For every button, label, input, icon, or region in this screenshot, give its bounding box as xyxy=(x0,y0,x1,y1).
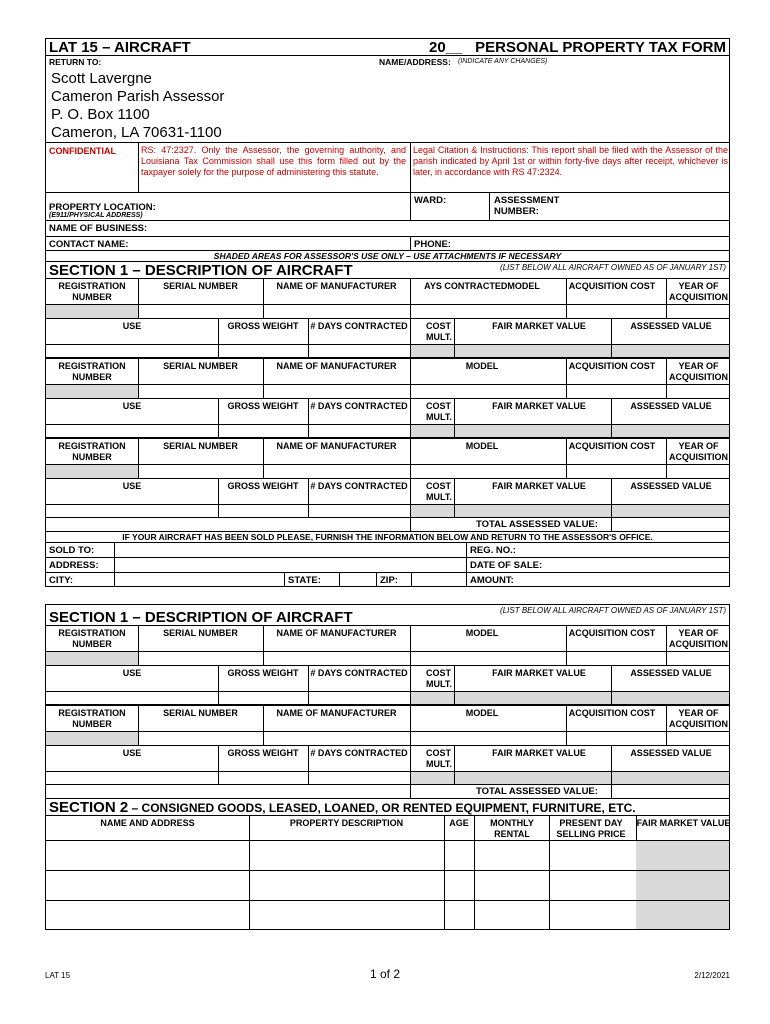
shaded-cell xyxy=(46,305,138,318)
sold-to-row xyxy=(45,542,730,557)
col-days-contracted: # DAYS CONTRACTED xyxy=(310,748,408,758)
shaded-cell xyxy=(410,692,729,704)
shaded-cell xyxy=(636,901,729,929)
form-header xyxy=(45,38,730,56)
section1-title: SECTION 1 – DESCRIPTION OF AIRCRAFT xyxy=(49,262,353,279)
col-assessed: ASSESSED VALUE xyxy=(630,321,712,331)
col-days-contracted: # DAYS CONTRACTED xyxy=(310,481,408,491)
col-serial: SERIAL NUMBER xyxy=(163,281,238,291)
shaded-note: SHADED AREAS FOR ASSESSOR'S USE ONLY – USE ATTACHMENTS IF NECESSARY xyxy=(213,251,562,261)
col-fmv: FAIR MARKET VALUE xyxy=(492,401,586,411)
assessor-title: Cameron Parish Assessor xyxy=(51,88,225,105)
col-model: MODEL xyxy=(465,628,499,638)
col-use: USE xyxy=(122,401,142,411)
state-label: STATE: xyxy=(288,575,321,586)
sold-notice-row xyxy=(45,531,730,542)
col-assessed: ASSESSED VALUE xyxy=(630,748,712,758)
col-registration: REGISTRATION NUMBER xyxy=(58,441,126,462)
name-address-note: (INDICATE ANY CHANGES) xyxy=(458,58,548,65)
shaded-cell xyxy=(410,772,729,784)
section2-row xyxy=(45,870,730,900)
aircraft-value-header-row xyxy=(45,398,730,424)
aircraft-value-input-row xyxy=(45,771,730,785)
confidential-label: CONFIDENTIAL xyxy=(49,146,116,156)
s2-col-rental: MONTHLY RENTAL xyxy=(490,818,534,839)
col-fmv: FAIR MARKET VALUE xyxy=(492,668,586,678)
col-cost-mult: COST MULT. xyxy=(426,668,452,689)
business-label: NAME OF BUSINESS: xyxy=(49,223,148,234)
confidential-block xyxy=(45,142,730,192)
s2-col-price: PRESENT DAY SELLING PRICE xyxy=(556,818,626,839)
section1-note: (LIST BELOW ALL AIRCRAFT OWNED AS OF JANUARY 1ST) xyxy=(500,263,726,272)
col-fmv: FAIR MARKET VALUE xyxy=(492,321,586,331)
col-days-contracted: # DAYS CONTRACTED xyxy=(310,401,408,411)
assessor-address xyxy=(51,70,224,142)
col-serial: SERIAL NUMBER xyxy=(163,361,238,371)
sold-notice: IF YOUR AIRCRAFT HAS BEEN SOLD PLEASE, FURNISH THE INFORMATION BELOW AND RETURN TO THE ASSESSOR'S OFFICE. xyxy=(122,532,653,542)
col-registration: REGISTRATION NUMBER xyxy=(58,361,126,382)
address-row xyxy=(45,557,730,572)
city-row xyxy=(45,572,730,587)
shaded-cell xyxy=(46,652,138,665)
tax-form xyxy=(45,38,731,981)
col-serial: SERIAL NUMBER xyxy=(163,708,238,718)
section1b-header xyxy=(45,604,730,625)
aircraft-header-row xyxy=(45,278,730,304)
col-cost-mult: COST MULT. xyxy=(426,401,452,422)
col-gross-weight: GROSS WEIGHT xyxy=(227,401,299,411)
s2-col-fmv: FAIR MARKET VALUE xyxy=(636,818,731,828)
assessor-name: Scott Lavergne xyxy=(51,70,152,87)
aircraft-header-row xyxy=(45,625,730,651)
reg-no-label: REG. NO.: xyxy=(470,545,516,556)
aircraft-header-row xyxy=(45,438,730,464)
col-gross-weight: GROSS WEIGHT xyxy=(227,481,299,491)
aircraft-value-input-row xyxy=(45,344,730,358)
assessor-city: Cameron, LA 70631-1100 xyxy=(51,124,222,141)
col-manufacturer: NAME OF MANUFACTURER xyxy=(276,361,397,371)
form-id: LAT 15 – AIRCRAFT xyxy=(49,39,191,56)
date-of-sale-label: DATE OF SALE: xyxy=(470,560,543,571)
col-assessed: ASSESSED VALUE xyxy=(630,481,712,491)
aircraft-input-row xyxy=(45,731,730,745)
confidential-text: RS: 47:2327. Only the Assessor, the governing authority, and Louisiana Tax Commission shall use this form filled out by the taxpayer solely for the purpose of administering this statute. xyxy=(141,145,406,177)
section1b-note: (LIST BELOW ALL AIRCRAFT OWNED AS OF JANUARY 1ST) xyxy=(500,606,726,615)
shaded-cell xyxy=(636,871,729,900)
total-row-1 xyxy=(45,518,730,531)
property-location-label: PROPERTY LOCATION: xyxy=(49,202,156,213)
shaded-cell xyxy=(410,345,729,357)
property-location-note: (E911/PHYSICAL ADDRESS) xyxy=(49,212,143,219)
assessment-number-label: ASSESSMENT NUMBER: xyxy=(494,195,560,217)
col-registration: REGISTRATION NUMBER xyxy=(58,281,126,302)
col-assessed: ASSESSED VALUE xyxy=(630,401,712,411)
shaded-cell xyxy=(46,385,138,398)
col-acq-cost: ACQUISITION COST xyxy=(568,281,656,291)
col-acq-cost: ACQUISITION COST xyxy=(568,441,656,451)
col-model: MODEL xyxy=(465,361,499,371)
assessor-po-box: P. O. Box 1100 xyxy=(51,106,150,123)
section1-header xyxy=(45,261,730,278)
aircraft-table-2 xyxy=(45,625,730,785)
shaded-cell xyxy=(410,505,729,517)
s2-col-name: NAME AND ADDRESS xyxy=(100,818,195,828)
section2-col-headers xyxy=(45,815,730,840)
section2-row xyxy=(45,840,730,870)
col-manufacturer: NAME OF MANUFACTURER xyxy=(276,281,397,291)
col-acq-cost: ACQUISITION COST xyxy=(568,708,656,718)
col-manufacturer: NAME OF MANUFACTURER xyxy=(276,441,397,451)
property-location-row xyxy=(45,192,730,220)
city-label: CITY: xyxy=(49,575,74,586)
shaded-cell xyxy=(46,465,138,478)
aircraft-value-header-row xyxy=(45,478,730,504)
aircraft-input-row xyxy=(45,464,730,478)
phone-label: PHONE: xyxy=(414,239,451,250)
shaded-note-row xyxy=(45,250,730,261)
legal-citation: Legal Citation & Instructions: This report shall be filed with the Assessor of the parish indicated by April 1st or within forty-five days after receipt, whichever is later, in accordance with RS 47:2324. xyxy=(413,145,728,177)
business-row xyxy=(45,220,730,236)
section2-title-b: – CONSIGNED GOODS, LEASED, LOANED, OR RENTED EQUIPMENT, FURNITURE, ETC. xyxy=(128,801,636,815)
col-serial: SERIAL NUMBER xyxy=(163,628,238,638)
aircraft-input-row xyxy=(45,304,730,318)
aircraft-value-input-row xyxy=(45,504,730,518)
aircraft-input-row xyxy=(45,651,730,665)
contact-label: CONTACT NAME: xyxy=(49,239,129,250)
col-model: MODEL xyxy=(465,708,499,718)
aircraft-header-row xyxy=(45,705,730,731)
aircraft-table-1 xyxy=(45,278,730,518)
section2-title-a: SECTION 2 xyxy=(49,799,129,816)
shaded-cell xyxy=(410,425,729,437)
form-year: 20__ xyxy=(429,39,463,56)
col-acq-cost: ACQUISITION COST xyxy=(568,628,656,638)
col-registration: REGISTRATION NUMBER xyxy=(58,628,126,649)
total-assessed-label: TOTAL ASSESSED VALUE: xyxy=(476,519,598,530)
col-cost-mult: COST MULT. xyxy=(426,321,452,342)
col-days-contracted: # DAYS CONTRACTED xyxy=(310,668,408,678)
aircraft-value-input-row xyxy=(45,424,730,438)
col-model: AYS CONTRACTEDMODEL xyxy=(424,281,540,291)
total-assessed-label-2: TOTAL ASSESSED VALUE: xyxy=(476,786,598,797)
section1b-title: SECTION 1 – DESCRIPTION OF AIRCRAFT xyxy=(49,609,353,626)
s2-col-age: AGE xyxy=(449,818,469,828)
aircraft-value-header-row xyxy=(45,665,730,691)
col-gross-weight: GROSS WEIGHT xyxy=(227,748,299,758)
col-manufacturer: NAME OF MANUFACTURER xyxy=(276,708,397,718)
col-manufacturer: NAME OF MANUFACTURER xyxy=(276,628,397,638)
address-label: ADDRESS: xyxy=(49,560,99,571)
sold-to-label: SOLD TO: xyxy=(49,545,95,556)
col-gross-weight: GROSS WEIGHT xyxy=(227,668,299,678)
return-to-label: RETURN TO: xyxy=(49,57,102,67)
col-serial: SERIAL NUMBER xyxy=(163,441,238,451)
section2-rows xyxy=(45,840,730,930)
col-use: USE xyxy=(122,481,142,491)
col-model: MODEL xyxy=(465,441,499,451)
col-year-acq: YEAR OF ACQUISITION xyxy=(668,281,728,302)
form-title: PERSONAL PROPERTY TAX FORM xyxy=(475,39,726,56)
s2-col-desc: PROPERTY DESCRIPTION xyxy=(289,818,404,828)
shaded-cell xyxy=(636,841,729,870)
col-registration: REGISTRATION NUMBER xyxy=(58,708,126,729)
shaded-cell xyxy=(46,732,138,745)
col-year-acq: YEAR OF ACQUISITION xyxy=(668,441,728,462)
col-year-acq: YEAR OF ACQUISITION xyxy=(668,361,728,382)
amount-label: AMOUNT: xyxy=(470,575,514,586)
section2-header xyxy=(45,798,730,815)
col-use: USE xyxy=(122,321,142,331)
aircraft-header-row xyxy=(45,358,730,384)
aircraft-input-row xyxy=(45,384,730,398)
aircraft-value-header-row xyxy=(45,318,730,344)
col-cost-mult: COST MULT. xyxy=(426,748,452,769)
col-year-acq: YEAR OF ACQUISITION xyxy=(668,628,728,649)
total-row-2 xyxy=(45,785,730,798)
footer-date: 2/12/2021 xyxy=(694,971,730,980)
section2-row xyxy=(45,900,730,930)
col-acq-cost: ACQUISITION COST xyxy=(568,361,656,371)
col-cost-mult: COST MULT. xyxy=(426,481,452,502)
col-assessed: ASSESSED VALUE xyxy=(630,668,712,678)
aircraft-value-input-row xyxy=(45,691,730,705)
footer-form-id: LAT 15 xyxy=(45,971,71,980)
col-fmv: FAIR MARKET VALUE xyxy=(492,748,586,758)
name-address-label: NAME/ADDRESS: xyxy=(379,57,451,67)
zip-label: ZIP: xyxy=(380,575,398,586)
aircraft-value-header-row xyxy=(45,745,730,771)
col-year-acq: YEAR OF ACQUISITION xyxy=(668,708,728,729)
ward-label: WARD: xyxy=(414,195,447,206)
col-gross-weight: GROSS WEIGHT xyxy=(227,321,299,331)
return-block xyxy=(45,56,730,142)
col-use: USE xyxy=(122,668,142,678)
col-days-contracted: # DAYS CONTRACTED xyxy=(310,321,408,331)
contact-row xyxy=(45,236,730,250)
col-use: USE xyxy=(122,748,142,758)
footer-page: 1 of 2 xyxy=(370,967,401,981)
col-fmv: FAIR MARKET VALUE xyxy=(492,481,586,491)
